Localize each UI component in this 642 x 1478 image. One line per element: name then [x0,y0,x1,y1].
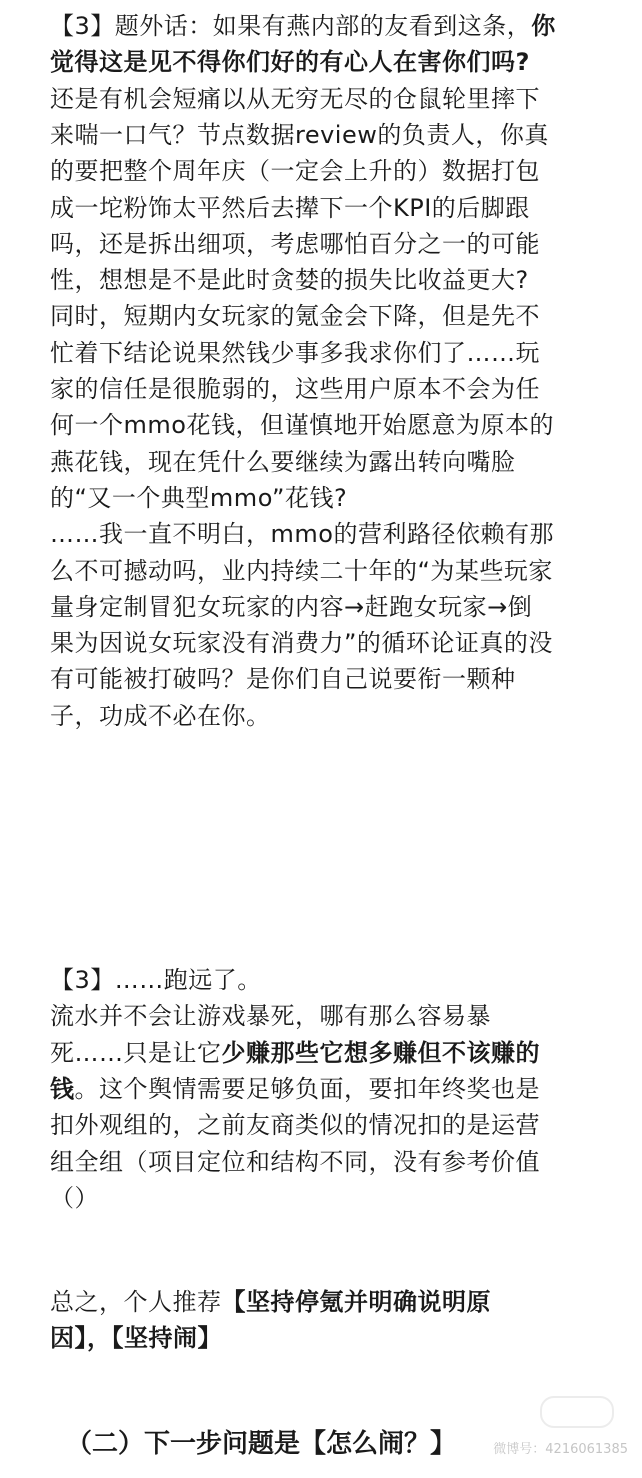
text-segment: 总之，个人推荐 [50,1288,222,1316]
text-segment: 还是有机会短痛以从无穷无尽的仓鼠轮里摔下 [50,84,540,113]
text-segment: 吗，还是拆出细项，考虑哪怕百分之一的可能 [50,229,540,258]
bold-text-segment: 因】，【坚持闹】 [50,1324,222,1353]
text-line [50,117,549,153]
text-line [50,661,516,697]
text-line [50,1035,540,1071]
bold-text-segment: 钱 [50,1074,75,1103]
text-segment: 性，想想是不是此时贪婪的损失比收益更大? [50,266,529,295]
text-segment: 果为因说女玩家没有消费力”的循环论证真的没 [50,629,553,658]
bold-text-segment: 少赚那些它想多赚但不该赚的 [221,1038,540,1067]
text-line [50,625,553,661]
text-line [50,44,530,80]
text-segment: 组全组（项目定位和结构不同，没有参考价值 [50,1147,540,1176]
text-segment: ……我一直不明白，mmo的营利路径依赖有那 [50,520,554,549]
text-segment: 同时，短期内女玩家的氪金会下降，但是先不 [50,302,540,331]
text-line [50,153,540,189]
watermark-text: 微博号：4216061385 [493,1442,628,1457]
text-line [50,1180,99,1216]
text-segment: 的“又一个典型mmo”花钱? [50,483,348,512]
text-line [50,998,491,1034]
text-line [50,698,271,734]
text-line [50,1071,540,1107]
text-segment: 死……只是让它 [50,1038,222,1067]
text-segment: 么不可撼动吗，业内持续二十年的“为某些玩家 [50,556,553,585]
section-heading: （二）下一步问题是【怎么闹？】 [66,1429,457,1459]
bold-text-segment: 【坚持停氪并明确说明原 [221,1288,491,1316]
text-line [50,553,553,589]
text-line [50,444,516,480]
text-segment: 的要把整个周年庆（一定会上升的）数据打包 [50,157,540,186]
text-segment: 家的信任是很脆弱的，这些用户原本不会为任 [50,375,540,403]
text-line [50,1107,540,1143]
text-line [50,1284,491,1320]
text-segment: 子，功成不必在你。 [50,701,271,730]
text-segment: 量身定制冒犯女玩家的内容→赶跑女玩家→倒 [50,592,533,621]
text-line [50,480,347,516]
bold-text-segment: 你 [531,12,556,40]
text-segment: 【3】题外话：如果有燕内部的友看到这条， [50,12,532,40]
text-segment: 。这个舆情需要足够负面，要扣年终奖也是 [74,1074,540,1103]
text-line [50,335,540,371]
text-line [50,962,262,998]
text-line [50,226,540,262]
text-line [50,371,540,407]
text-line [50,190,530,226]
text-line [50,1320,222,1356]
text-line [50,298,540,334]
text-line [50,81,540,117]
watermark-logo [540,1396,614,1428]
text-segment: 何一个mmo花钱，但谨慎地开始愿意为原本的 [50,411,554,440]
bold-text-segment: 觉得这是见不得你们好的有心人在害你们吗? [50,48,530,77]
text-line [50,262,529,298]
text-segment: 来喘一口气？节点数据review的负责人，你真 [50,120,549,149]
text-segment: 有可能被打破吗？是你们自己说要衔一颗种 [50,665,516,694]
text-line [50,1144,540,1180]
text-line [50,589,532,625]
text-line [50,8,556,44]
text-segment: 【3】……跑远了。 [50,966,262,994]
text-segment: 忙着下结论说果然钱少事多我求你们了……玩 [50,338,540,367]
text-segment: 成一坨粉饰太平然后去撵下一个KPI的后脚跟 [50,193,530,222]
text-line [50,407,554,443]
text-segment: 流水并不会让游戏暴死，哪有那么容易暴 [50,1002,491,1031]
text-segment: 扣外观组的，之前友商类似的情况扣的是运营 [50,1111,540,1140]
text-line [50,516,554,552]
text-segment: 燕花钱，现在凭什么要继续为露出转向嘴脸 [50,447,516,476]
text-segment: （） [50,1183,99,1212]
